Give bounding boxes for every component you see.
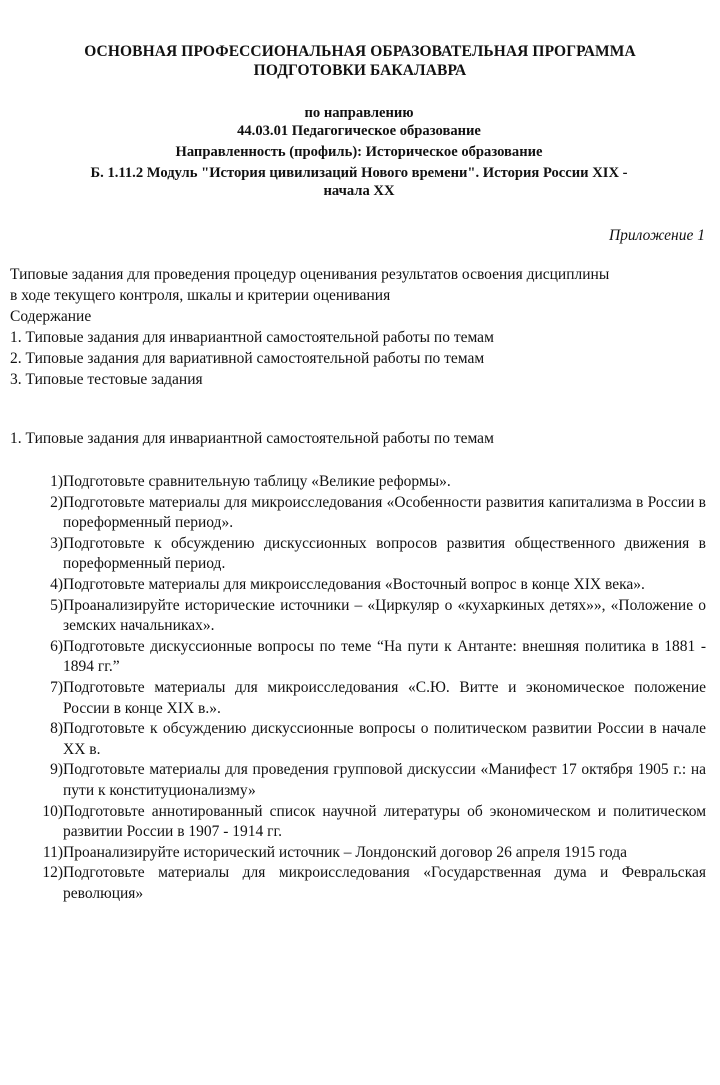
task-number: 3): [50, 534, 63, 552]
task-text: Подготовьте дискуссионные вопросы по теме “На пути к Антанте: внешняя политика в 1881 - 1894 гг.”: [63, 637, 706, 676]
task-item: [22, 678, 706, 719]
task-text: Подготовьте материалы для микроисследования «Особенности развития капитализма в России в пореформенный период».: [63, 493, 706, 532]
profile-line: Направленность (профиль): Историческое образование: [175, 144, 543, 160]
task-text: Проанализируйте исторический источник – Лондонский договор 26 апреля 1915 года: [63, 843, 627, 861]
task-number: 1): [50, 473, 63, 490]
module-line-1: Б. 1.11.2 Модуль "История цивилизаций Нового времени". История России XIX -: [90, 165, 628, 181]
module-title: [14, 164, 704, 200]
task-list: [22, 472, 706, 904]
task-text: Подготовьте материалы для микроисследования «Восточный вопрос в конце XIX века».: [63, 575, 645, 593]
contents-item: 1. Типовые задания для инвариантной самостоятельной работы по темам: [10, 329, 494, 346]
task-number: 7): [50, 678, 63, 696]
task-number: 8): [50, 720, 63, 738]
title-line-1: ОСНОВНАЯ ПРОФЕССИОНАЛЬНАЯ ОБРАЗОВАТЕЛЬНАЯ ПРОГРАММА: [84, 43, 636, 60]
direction-code: 44.03.01 Педагогическое образование: [237, 123, 481, 139]
contents-title: Содержание: [10, 308, 92, 325]
task-item: [22, 534, 706, 575]
task-item: [22, 843, 706, 864]
task-text: Подготовьте к обсуждению дискуссионных вопросов развития общественного движения в пореформенный период.: [63, 534, 706, 573]
task-number: 6): [50, 637, 63, 655]
contents-list: [10, 327, 710, 390]
document-title: [20, 42, 700, 80]
task-text: Подготовьте материалы для микроисследования «Государственная дума и Февральская революция»: [63, 864, 706, 902]
intro-line-1: Типовые задания для проведения процедур оценивания результатов освоения дисциплины: [10, 266, 610, 283]
task-item: [22, 760, 706, 801]
intro-line-2: в ходе текущего контроля, шкалы и критерии оценивания: [10, 287, 391, 304]
task-item: [22, 863, 706, 904]
contents-item: 3. Типовые тестовые задания: [10, 371, 203, 388]
module-line-2: начала XX: [323, 183, 395, 199]
task-item: [22, 596, 706, 637]
task-text: Проанализируйте исторические источники – «Циркуляр о «кухаркиных детях»», «Положение о земских начальниках».: [63, 596, 706, 635]
task-text: Подготовьте сравнительную таблицу «Великие реформы».: [63, 473, 451, 490]
task-number: 11): [42, 843, 63, 861]
appendix-label: Приложение 1: [608, 227, 705, 244]
task-item: [22, 719, 706, 760]
contents-item: 2. Типовые задания для вариативной самостоятельной работы по темам: [10, 350, 485, 367]
task-item: [22, 493, 706, 534]
section-title: 1. Типовые задания для инвариантной самостоятельной работы по темам: [10, 430, 494, 447]
task-item: [22, 637, 706, 678]
task-number: 5): [50, 596, 63, 614]
task-number: 2): [50, 493, 63, 511]
task-number: 4): [50, 575, 63, 593]
direction-label: по направлению: [304, 105, 414, 121]
title-line-2: ПОДГОТОВКИ БАКАЛАВРА: [253, 62, 467, 79]
task-text: Подготовьте аннотированный список научной литературы об экономическом и политическом развитии России в 1907 - 1914 гг.: [63, 802, 706, 841]
task-item: [22, 802, 706, 843]
task-text: Подготовьте материалы для проведения групповой дискуссии «Манифест 17 октября 1905 г.: на пути к конституционализму»: [63, 761, 706, 799]
task-text: Подготовьте материалы для микроисследования «С.Ю. Витте и экономическое положение России в конце XIX в.».: [63, 678, 706, 717]
task-number: 9): [50, 761, 63, 779]
task-text: Подготовьте к обсуждению дискуссионные вопросы о политическом развитии России в начале XX в.: [63, 720, 706, 758]
task-number: 10): [42, 802, 63, 820]
task-number: 12): [42, 864, 63, 882]
task-item: [22, 575, 706, 596]
task-item: [22, 472, 706, 493]
intro-paragraph: [10, 264, 710, 306]
